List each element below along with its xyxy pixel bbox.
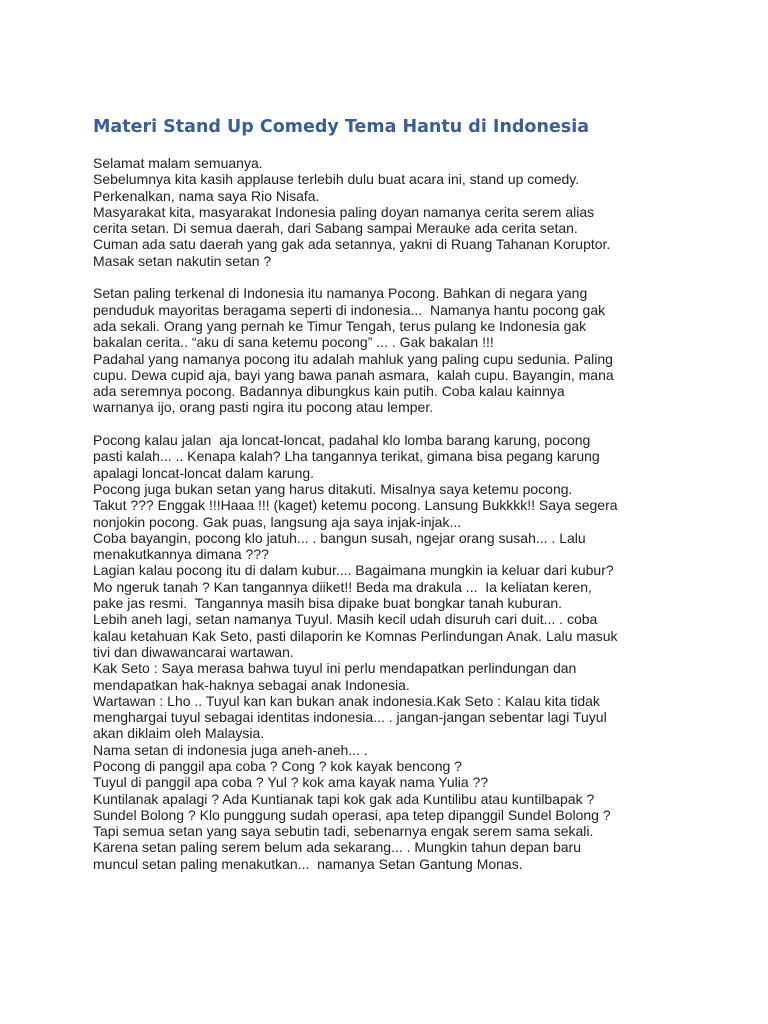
paragraph-3	[93, 432, 693, 872]
text-line: mendapatkan hak-haknya sebagai anak Indonesia.	[93, 676, 410, 693]
text-line: Pocong kalau jalan aja loncat-loncat, padahal klo lomba barang karung, pocong	[93, 432, 591, 449]
text-line: cerita setan. Di semua daerah, dari Sabang sampai Merauke ada cerita setan.	[93, 220, 578, 237]
text-line: pake jas resmi. Tangannya masih bisa dipake buat bongkar tanah kuburan.	[93, 595, 563, 612]
text-line: Kuntilanak apalagi ? Ada Kuntianak tapi kok gak ada Kuntilibu atau kuntilbapak ?	[93, 790, 595, 807]
text-line: ada seremnya pocong. Badannya dibungkus kain putih. Coba kalau kainnya	[93, 383, 565, 400]
text-line: tivi dan diwawancarai wartawan.	[93, 643, 294, 660]
text-line: Takut ??? Enggak !!!Haaa !!! (kaget) ketemu pocong. Lansung Bukkkk!! Saya segera	[93, 497, 618, 514]
text-line: apalagi loncat-loncat dalam karung.	[93, 464, 315, 481]
text-line: kalau ketahuan Kak Seto, pasti dilaporin ke Komnas Perlindungan Anak. Lalu masuk	[93, 627, 618, 644]
text-line: Padahal yang namanya pocong itu adalah mahluk yang paling cupu sedunia. Paling	[93, 350, 613, 367]
text-line: Kak Seto : Saya merasa bahwa tuyul ini perlu mendapatkan perlindungan dan	[93, 660, 577, 677]
text-line: Nama setan di indonesia juga aneh-aneh... .	[93, 741, 368, 758]
text-line: cupu. Dewa cupid aja, bayi yang bawa panah asmara, kalah cupu. Bayangin, mana	[93, 366, 614, 383]
text-line: Karena setan paling serem belum ada sekarang... . Mungkin tahun depan baru	[93, 839, 581, 856]
text-line: nonjokin pocong. Gak puas, langsung aja saya injak-injak...	[93, 513, 462, 530]
text-line: penduduk mayoritas beragama seperti di indonesia... Namanya hantu pocong gak	[93, 301, 606, 318]
text-line: Masyarakat kita, masyarakat Indonesia paling doyan namanya cerita serem alias	[93, 203, 595, 220]
text-line: pasti kalah... .. Kenapa kalah? Lha tangannya terikat, gimana bisa pegang karung	[93, 448, 600, 465]
text-line: Pocong di panggil apa coba ? Cong ? kok kayak bencong ?	[93, 757, 462, 774]
text-line: Lagian kalau pocong itu di dalam kubur.... Bagaimana mungkin ia keluar dari kubur?	[93, 562, 614, 579]
text-line: Pocong juga bukan setan yang harus ditakuti. Misalnya saya ketemu pocong.	[93, 480, 573, 497]
text-line: Perkenalkan, nama saya Rio Nisafa.	[93, 187, 320, 204]
document-body	[93, 155, 693, 872]
text-line: menakutkannya dimana ???	[93, 546, 269, 563]
text-line: Coba bayangin, pocong klo jatuh... . bangun susah, ngejar orang susah... . Lalu	[93, 529, 586, 546]
text-line: Selamat malam semuanya.	[93, 155, 263, 171]
paragraph-gap	[93, 416, 693, 432]
text-line: Setan paling terkenal di Indonesia itu namanya Pocong. Bahkan di negara yang	[93, 285, 588, 302]
text-line: Tuyul di panggil apa coba ? Yul ? kok ama kayak nama Yulia ??	[93, 774, 489, 791]
paragraph-gap	[93, 269, 693, 285]
text-line: Wartawan : Lho .. Tuyul kan kan bukan anak indonesia.Kak Seto : Kalau kita tidak	[93, 692, 600, 709]
text-line: muncul setan paling menakutkan... namanya Setan Gantung Monas.	[93, 855, 523, 872]
text-line: Sebelumnya kita kasih applause terlebih dulu buat acara ini, stand up comedy.	[93, 171, 580, 188]
text-line: warnanya ijo, orang pasti ngira itu pocong atau lemper.	[93, 399, 434, 416]
text-line: ada sekali. Orang yang pernah ke Timur Tengah, terus pulang ke Indonesia gak	[93, 317, 587, 334]
paragraph-1	[93, 155, 693, 269]
text-line: Tapi semua setan yang saya sebutin tadi, sebenarnya engak serem sama sekali.	[93, 823, 594, 840]
text-line: Sundel Bolong ? Klo punggung sudah operasi, apa tetep dipanggil Sundel Bolong ?	[93, 806, 611, 823]
document-title: Materi Stand Up Comedy Tema Hantu di Indonesia	[93, 117, 589, 137]
text-line: menghargai tuyul sebagai identitas indonesia... . jangan-jangan sebentar lagi Tuyul	[93, 709, 607, 726]
paragraph-2	[93, 285, 693, 415]
text-line: Mo ngeruk tanah ? Kan tangannya diiket!! Beda ma drakula ... Ia keliatan keren,	[93, 578, 592, 595]
text-line: Lebih aneh lagi, setan namanya Tuyul. Masih kecil udah disuruh cari duit... . coba	[93, 611, 598, 628]
text-line: Cuman ada satu daerah yang gak ada setannya, yakni di Ruang Tahanan Koruptor.	[93, 236, 611, 253]
text-line: bakalan cerita.. “aku di sana ketemu pocong” ... . Gak bakalan !!!	[93, 334, 494, 351]
text-line: Masak setan nakutin setan ?	[93, 252, 272, 269]
text-line: akan diklaim oleh Malaysia.	[93, 725, 265, 742]
